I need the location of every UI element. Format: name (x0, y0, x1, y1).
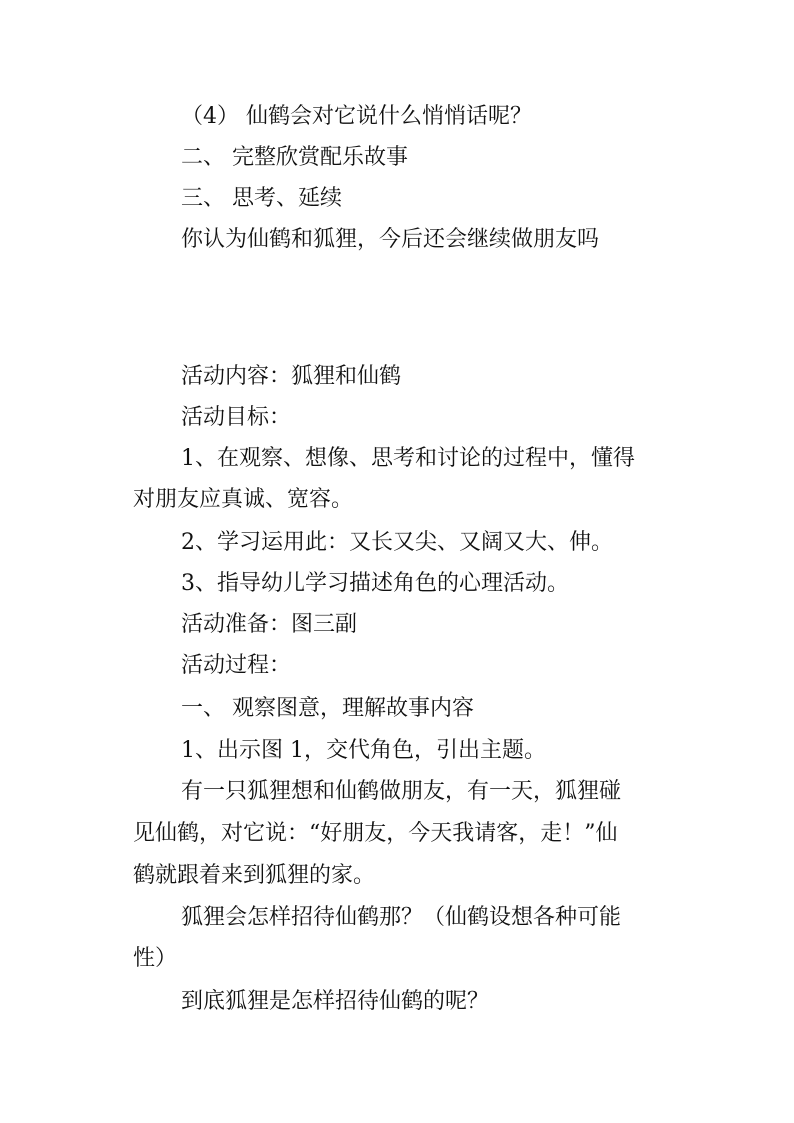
text-line-activity-content: 活动内容：狐狸和仙鹤 (181, 364, 402, 389)
text-line-activity-goals: 活动目标： (181, 405, 292, 430)
text-line-activity-prep: 活动准备：图三副 (181, 612, 358, 637)
text-line-question: 你认为仙鹤和狐狸，今后还会继续做朋友吗 (181, 227, 600, 252)
text-line-question-2-cont: 性） (133, 946, 178, 971)
text-line-goal-1: 1、在观察、想像、思考和讨论的过程中，懂得 (181, 446, 635, 471)
text-line-goal-1-cont: 对朋友应真诚、宽容。 (133, 487, 354, 512)
text-line-question-3: 到底狐狸是怎样招待仙鹤的呢？ (181, 989, 490, 1014)
text-line-story-2: 见仙鹤，对它说：“好朋友，今天我请客，走！”仙 (133, 821, 618, 846)
text-line-question-2: 狐狸会怎样招待仙鹤那？（仙鹤设想各种可能 (181, 905, 622, 930)
text-line-story-3: 鹤就跟着来到狐狸的家。 (133, 863, 376, 888)
text-line-step-one: 一、 观察图意，理解故事内容 (181, 696, 474, 721)
text-line-activity-process: 活动过程： (181, 653, 292, 678)
text-line-show-picture-1: 1、出示图 1，交代角色，引出主题。 (181, 738, 546, 763)
text-line-step-two: 二、 完整欣赏配乐故事 (181, 145, 408, 170)
text-line-sub-question-4: （4） 仙鹤会对它说什么悄悄话呢？ (181, 104, 532, 129)
text-line-goal-2: 2、学习运用此：又长又尖、又阔又大、伸。 (181, 530, 613, 555)
text-line-story-1: 有一只狐狸想和仙鹤做朋友，有一天，狐狸碰 (181, 779, 622, 804)
text-line-step-three: 三、 思考、延续 (181, 186, 342, 211)
text-line-goal-3: 3、指导幼儿学习描述角色的心理活动。 (181, 571, 569, 596)
